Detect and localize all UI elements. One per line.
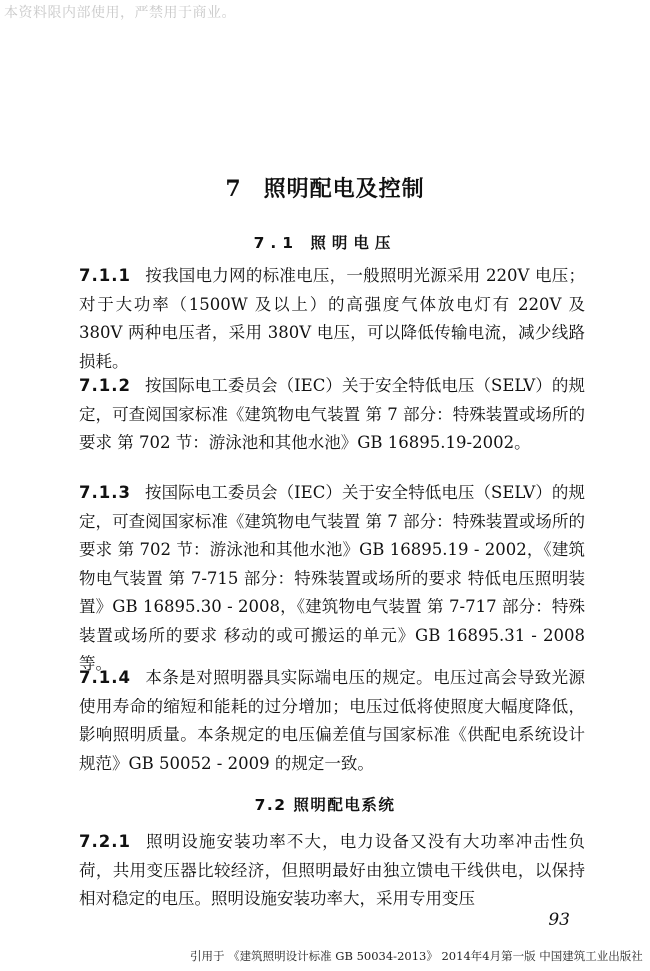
section-title-7-2: 7.2 照明配电系统 [254,796,396,814]
clause-number: 7.1.1 [79,266,131,285]
clause-number: 7.1.3 [79,483,131,502]
chapter-title-text: 照明配电及控制 [263,176,425,202]
page-number: 93 [548,910,570,930]
clause-text: 本条是对照明器具实际端电压的规定。电压过高会导致光源使用寿命的缩短和能耗的过分增加；电压过低将使照度大幅度降低，影响照明质量。本条规定的电压偏差值与国家标准《供配电系统设计规范》GB 50052 - 2009 的规定一致。 [79,668,585,773]
clause-number: 7.2.1 [79,832,131,851]
section-title-7-1: 7.1 照明电压 [253,234,397,252]
clause-number: 7.1.4 [79,668,131,687]
citation-footer: 引用于 《建筑照明设计标准 GB 50034-2013》 2014年4月第一版 中国建筑工业出版社 [190,949,643,963]
clause-7-2-1 [79,828,585,914]
clause-text: 按国际电工委员会（IEC）关于安全特低电压（SELV）的规定，可查阅国家标准《建筑物电气装置 第 7 部分：特殊装置或场所的要求 第 702 节：游泳池和其他水池》GB 16895.19 - 2002，《建筑物电气装置 第 7-715 部分：特殊装置或场所的要求 特低电压照明装置》GB 16895.30 - 2008，《建筑物电气装置 第 7-717 部分：特殊装置或场所的要求 移动的或可搬运的单元》GB 16895.31 - 2008 等。 [79,483,585,673]
clause-7-1-1 [79,262,585,376]
clause-7-1-2 [79,372,585,458]
clause-text: 照明设施安装功率不大，电力设备又没有大功率冲击性负荷，共用变压器比较经济，但照明最好由独立馈电干线供电，以保持相对稳定的电压。照明设施安装功率大，采用专用变压 [79,832,585,908]
clause-text: 按国际电工委员会（IEC）关于安全特低电压（SELV）的规定，可查阅国家标准《建筑物电气装置 第 7 部分：特殊装置或场所的要求 第 702 节：游泳池和其他水池》GB 16895.19-2002。 [79,376,585,452]
clause-7-1-3 [79,479,585,679]
clause-number: 7.1.2 [79,376,131,395]
watermark: 本资料限内部使用，严禁用于商业。 [4,5,236,21]
clause-7-1-4 [79,664,585,778]
chapter-title [0,172,650,203]
chapter-number: 7 [225,176,242,202]
clause-text: 按我国电力网的标准电压，一般照明光源采用 220V 电压；对于大功率（1500W 及以上）的高强度气体放电灯有 220V 及 380V 两种电压者，采用 380V 电压，可以降低传输电流，减少线路损耗。 [79,266,585,371]
